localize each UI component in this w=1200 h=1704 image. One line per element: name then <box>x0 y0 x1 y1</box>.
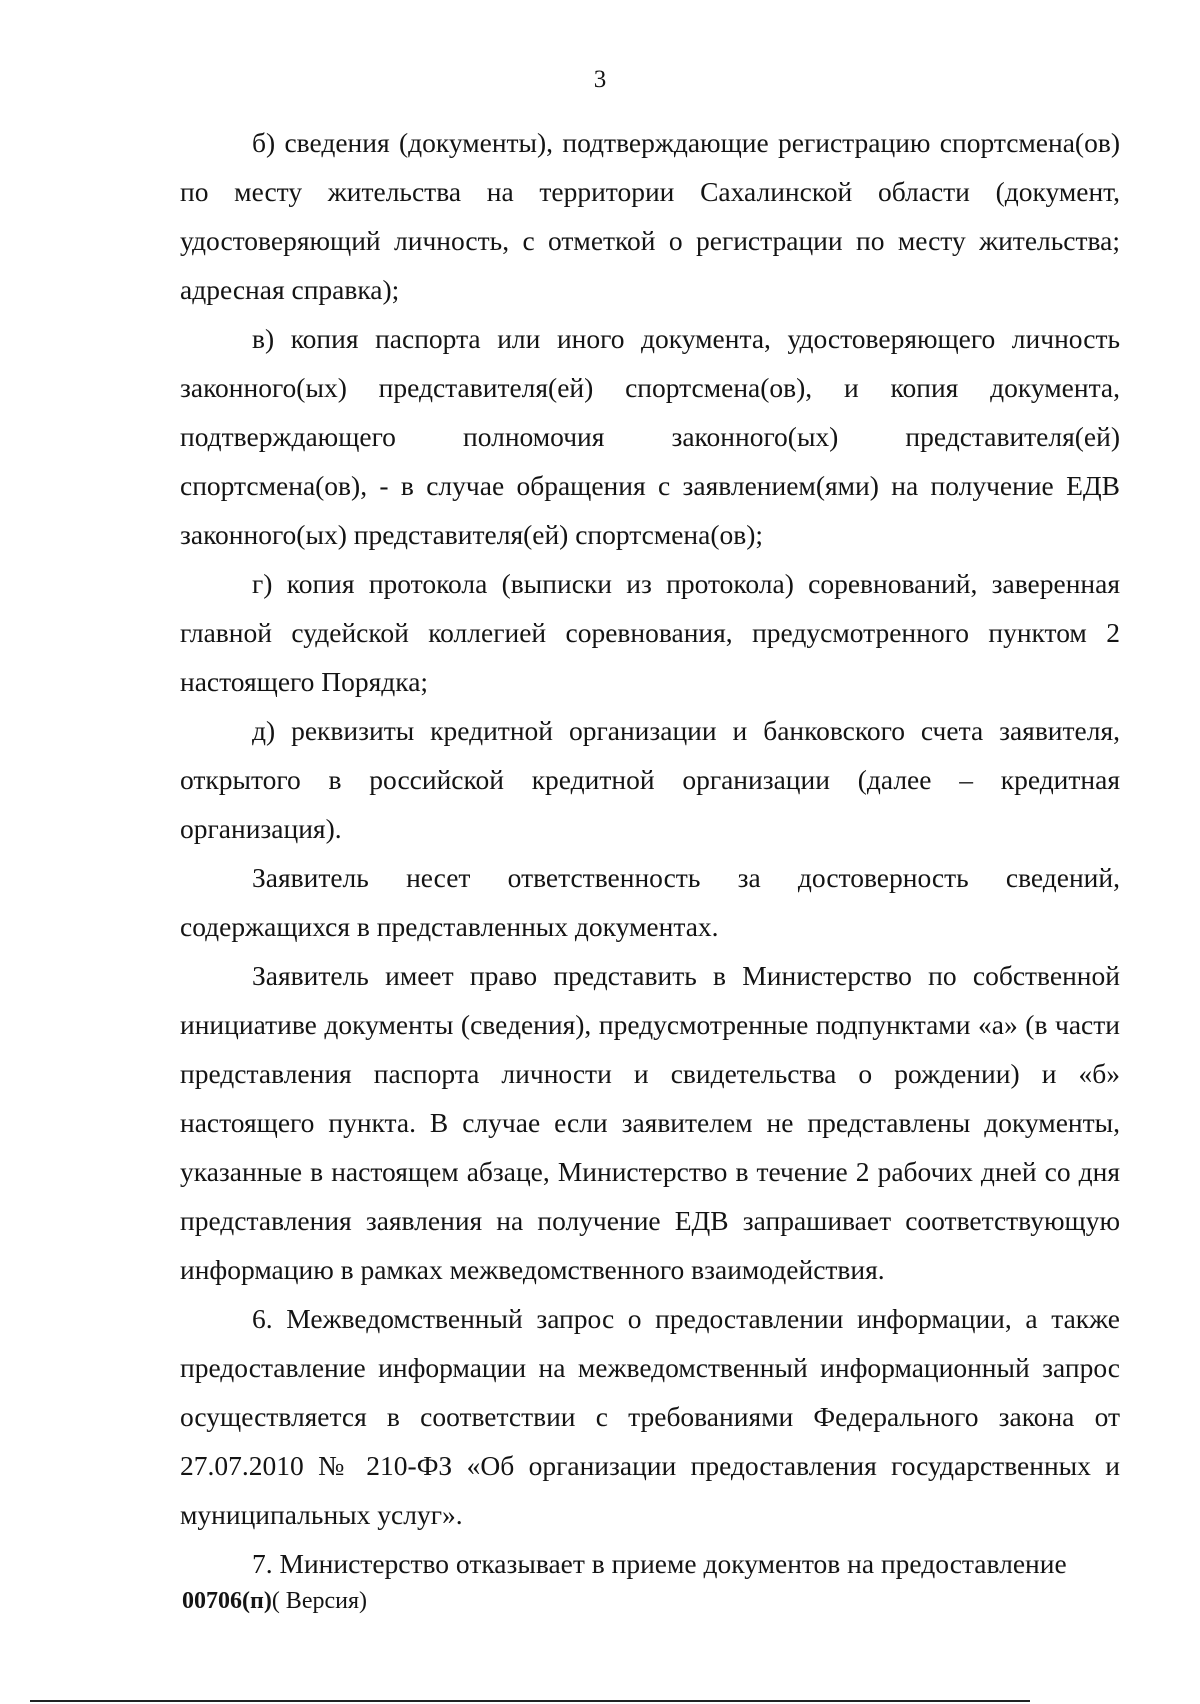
page-number: 3 <box>593 66 607 93</box>
paragraph-item-6: 6. Межведомственный запрос о предоставлении информации, а также предоставление информации на межведомственный информационный запрос осуществляется в соответствии с требованиями Федерального закона от 27.07.2010 № 210-ФЗ «Об организации предоставления государственных и муниципальных услуг». <box>180 1303 1120 1530</box>
footer-code: 00706(п) <box>182 1588 272 1614</box>
paragraph-item-7: 7. Министерство отказывает в приеме документов на предоставление <box>252 1548 1067 1579</box>
paragraph-responsibility: Заявитель несет ответственность за достоверность сведений, содержащихся в представленных документах. <box>180 862 1120 942</box>
bottom-divider <box>30 1700 1030 1702</box>
paragraph-right-to-submit: Заявитель имеет право представить в Министерство по собственной инициативе документы (сведения), предусмотренные подпунктами «а» (в части представления паспорта личности и свидетельства о рождении) и «б» настоящего пункта. В случае если заявителем не представлены документы, указанные в настоящем абзаце, Министерство в течение 2 рабочих дней со дня представления заявления на получение ЕДВ запрашивает соответствующую информацию в рамках межведомственного взаимодействия. <box>180 960 1120 1285</box>
footer-version: ( Версия) <box>271 1588 367 1614</box>
paragraph-d: д) реквизиты кредитной организации и банковского счета заявителя, открытого в российской кредитной организации (далее – кредитная организация). <box>180 715 1120 844</box>
document-body <box>180 118 1120 1588</box>
paragraph-v: в) копия паспорта или иного документа, удостоверяющего личность законного(ых) представителя(ей) спортсмена(ов), и копия документа, подтверждающего полномочия законного(ых) представителя(ей) спортсмена(ов), - в случае обращения с заявлением(ями) на получение ЕДВ законного(ых) представителя(ей) спортсмена(ов); <box>180 323 1120 550</box>
paragraph-b: б) сведения (документы), подтверждающие регистрацию спортсмена(ов) по месту жительства на территории Сахалинской области (документ, удостоверяющий личность, с отметкой о регистрации по месту жительства; адресная справка); <box>180 127 1120 305</box>
footer-document-code <box>182 1588 367 1615</box>
paragraph-g: г) копия протокола (выписки из протокола) соревнований, заверенная главной судейской коллегией соревнования, предусмотренного пунктом 2 настоящего Порядка; <box>180 568 1120 697</box>
